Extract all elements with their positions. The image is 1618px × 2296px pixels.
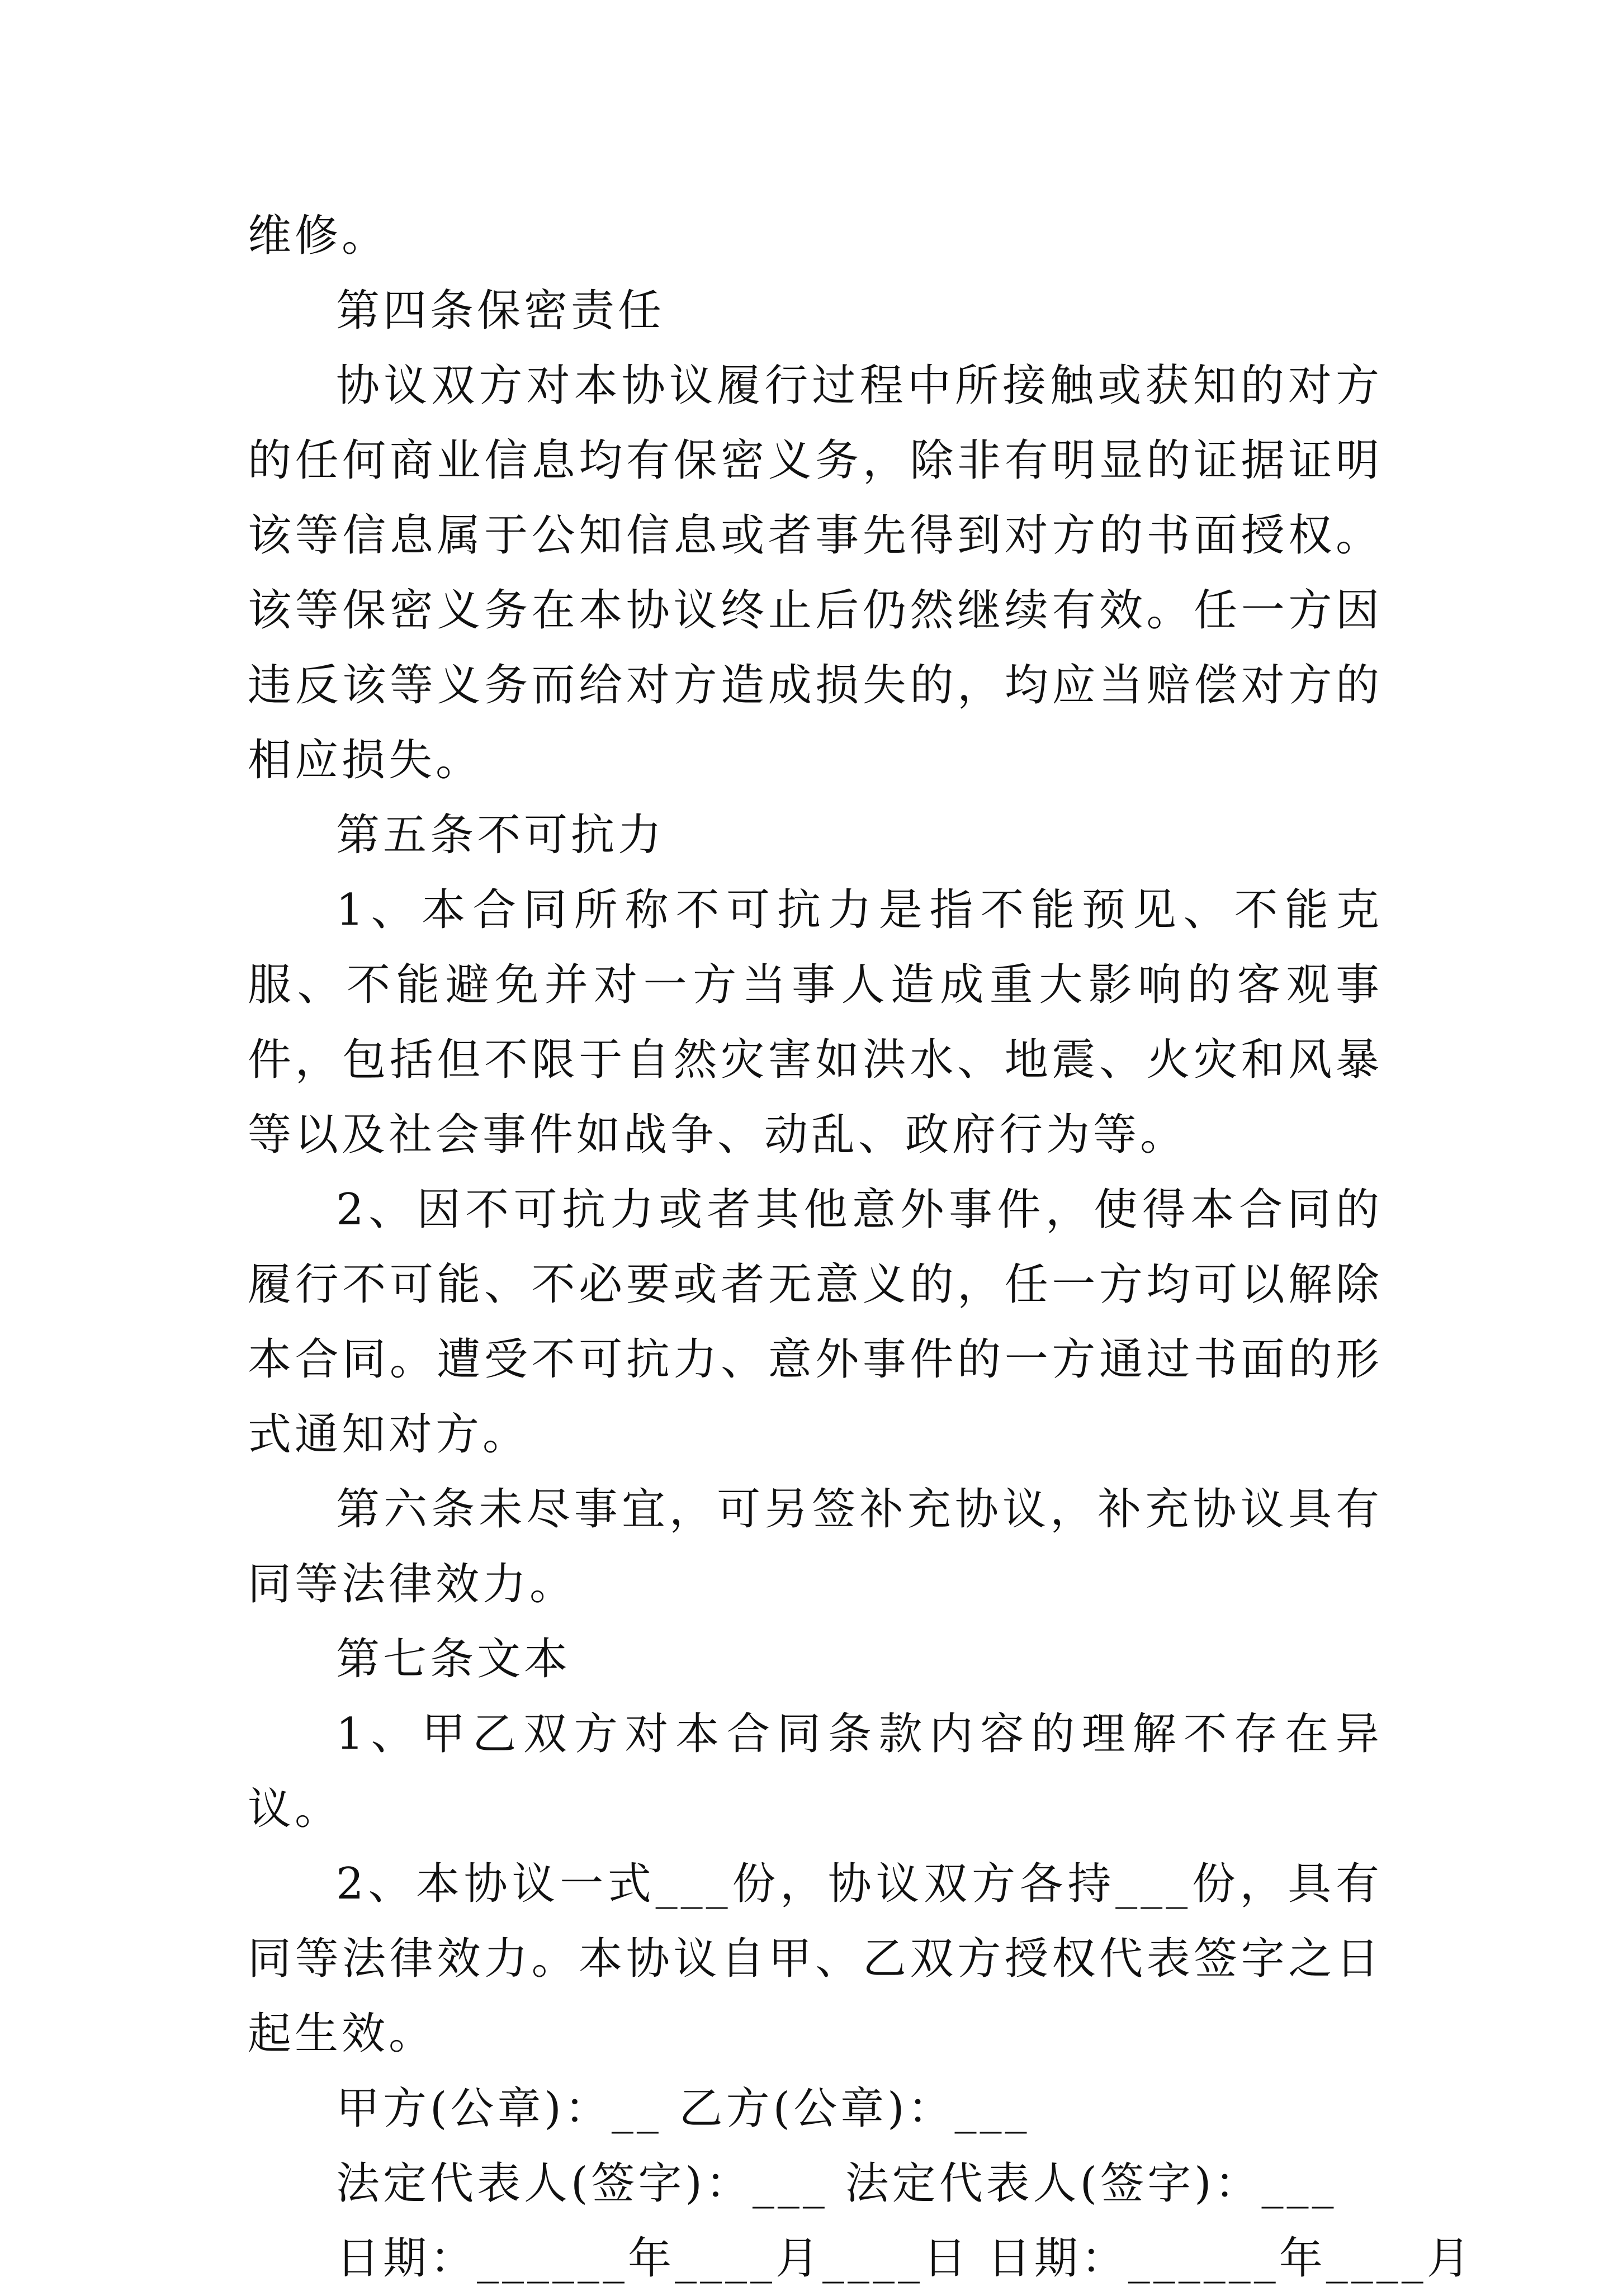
section-heading-article-5: 第五条不可抗力 [336, 810, 665, 860]
paragraph-continuation: 维修。 [248, 211, 389, 261]
section-heading-article-7: 第七条文本 [336, 1634, 571, 1684]
signature-representative-line: 法定代表人(签字)：___ 法定代表人(签字)：___ [336, 2158, 1337, 2209]
signature-seal-line: 甲方(公章)：__ 乙方(公章)：___ [336, 2084, 1030, 2134]
paragraph-text-2: 2、本协议一式___份，协议双方各持___份，具有同等法律效力。本协议自甲、乙双方授权代表签字之日起生效。 [248, 1859, 1383, 2059]
signature-date-line: 日期：______年____月____日 日期：______年____月 [336, 2233, 1474, 2284]
document-body [248, 198, 1474, 2296]
paragraph-confidentiality: 协议双方对本协议履行过程中所接触或获知的对方的任何商业信息均有保密义务，除非有明显的证据证明该等信息属于公知信息或者事先得到对方的书面授权。该等保密义务在本协议终止后仍然继续有效。任一方因违反该等义务而给对方造成损失的，均应当赔偿对方的相应损失。 [248, 361, 1383, 785]
paragraph-text-1: 1、甲乙双方对本合同条款内容的理解不存在异议。 [248, 1709, 1383, 1834]
paragraph-force-majeure-2: 2、因不可抗力或者其他意外事件，使得本合同的履行不可能、不必要或者无意义的，任一方均可以解除本合同。遭受不可抗力、意外事件的一方通过书面的形式通知对方。 [248, 1185, 1383, 1460]
section-heading-article-4: 第四条保密责任 [336, 286, 665, 336]
paragraph-force-majeure-1: 1、本合同所称不可抗力是指不能预见、不能克服、不能避免并对一方当事人造成重大影响的客观事件，包括但不限于自然灾害如洪水、地震、火灾和风暴等以及社会事件如战争、动乱、政府行为等。 [248, 885, 1383, 1160]
paragraph-article-6: 第六条未尽事宜，可另签补充协议，补充协议具有同等法律效力。 [248, 1484, 1383, 1609]
